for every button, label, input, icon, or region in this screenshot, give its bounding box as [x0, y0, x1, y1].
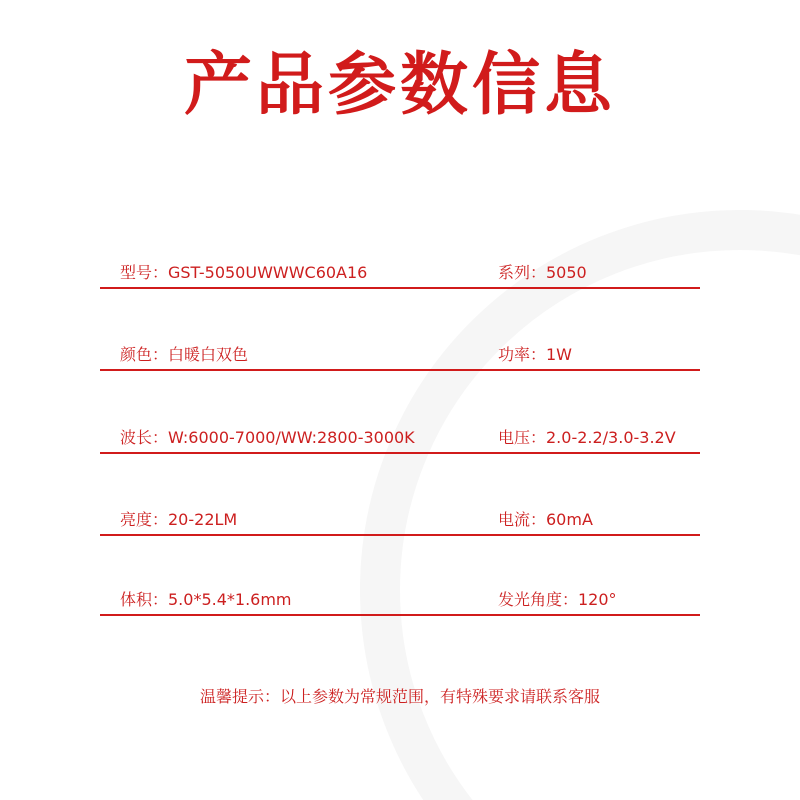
spec-row-wavelength — [100, 427, 700, 467]
spec-row-model — [100, 262, 700, 302]
spec-power: 功率：1W — [498, 345, 573, 364]
row-divider — [100, 614, 700, 616]
row-divider — [100, 534, 700, 536]
page-title: 产品参数信息 — [183, 46, 616, 125]
spec-angle: 发光角度：120° — [498, 590, 617, 609]
row-divider — [100, 452, 700, 454]
spec-wavelength: 波长：W:6000-7000/WW:2800-3000K — [120, 428, 415, 447]
footer-note: 温馨提示：以上参数为常规范围，有特殊要求请联系客服 — [199, 687, 600, 706]
row-divider — [100, 287, 700, 289]
spec-color: 颜色：白暖白双色 — [120, 345, 249, 364]
spec-row-color — [100, 344, 700, 384]
spec-series: 系列：5050 — [498, 263, 587, 282]
row-divider — [100, 369, 700, 371]
spec-size: 体积：5.0*5.4*1.6mm — [120, 590, 292, 609]
spec-model: 型号：GST-5050UWWWC60A16 — [120, 263, 368, 282]
spec-row-brightness — [100, 509, 700, 549]
spec-brightness: 亮度：20-22LM — [120, 510, 238, 529]
spec-voltage: 电压：2.0-2.2/3.0-3.2V — [498, 428, 676, 447]
spec-row-size — [100, 589, 700, 629]
spec-current: 电流：60mA — [498, 510, 593, 529]
